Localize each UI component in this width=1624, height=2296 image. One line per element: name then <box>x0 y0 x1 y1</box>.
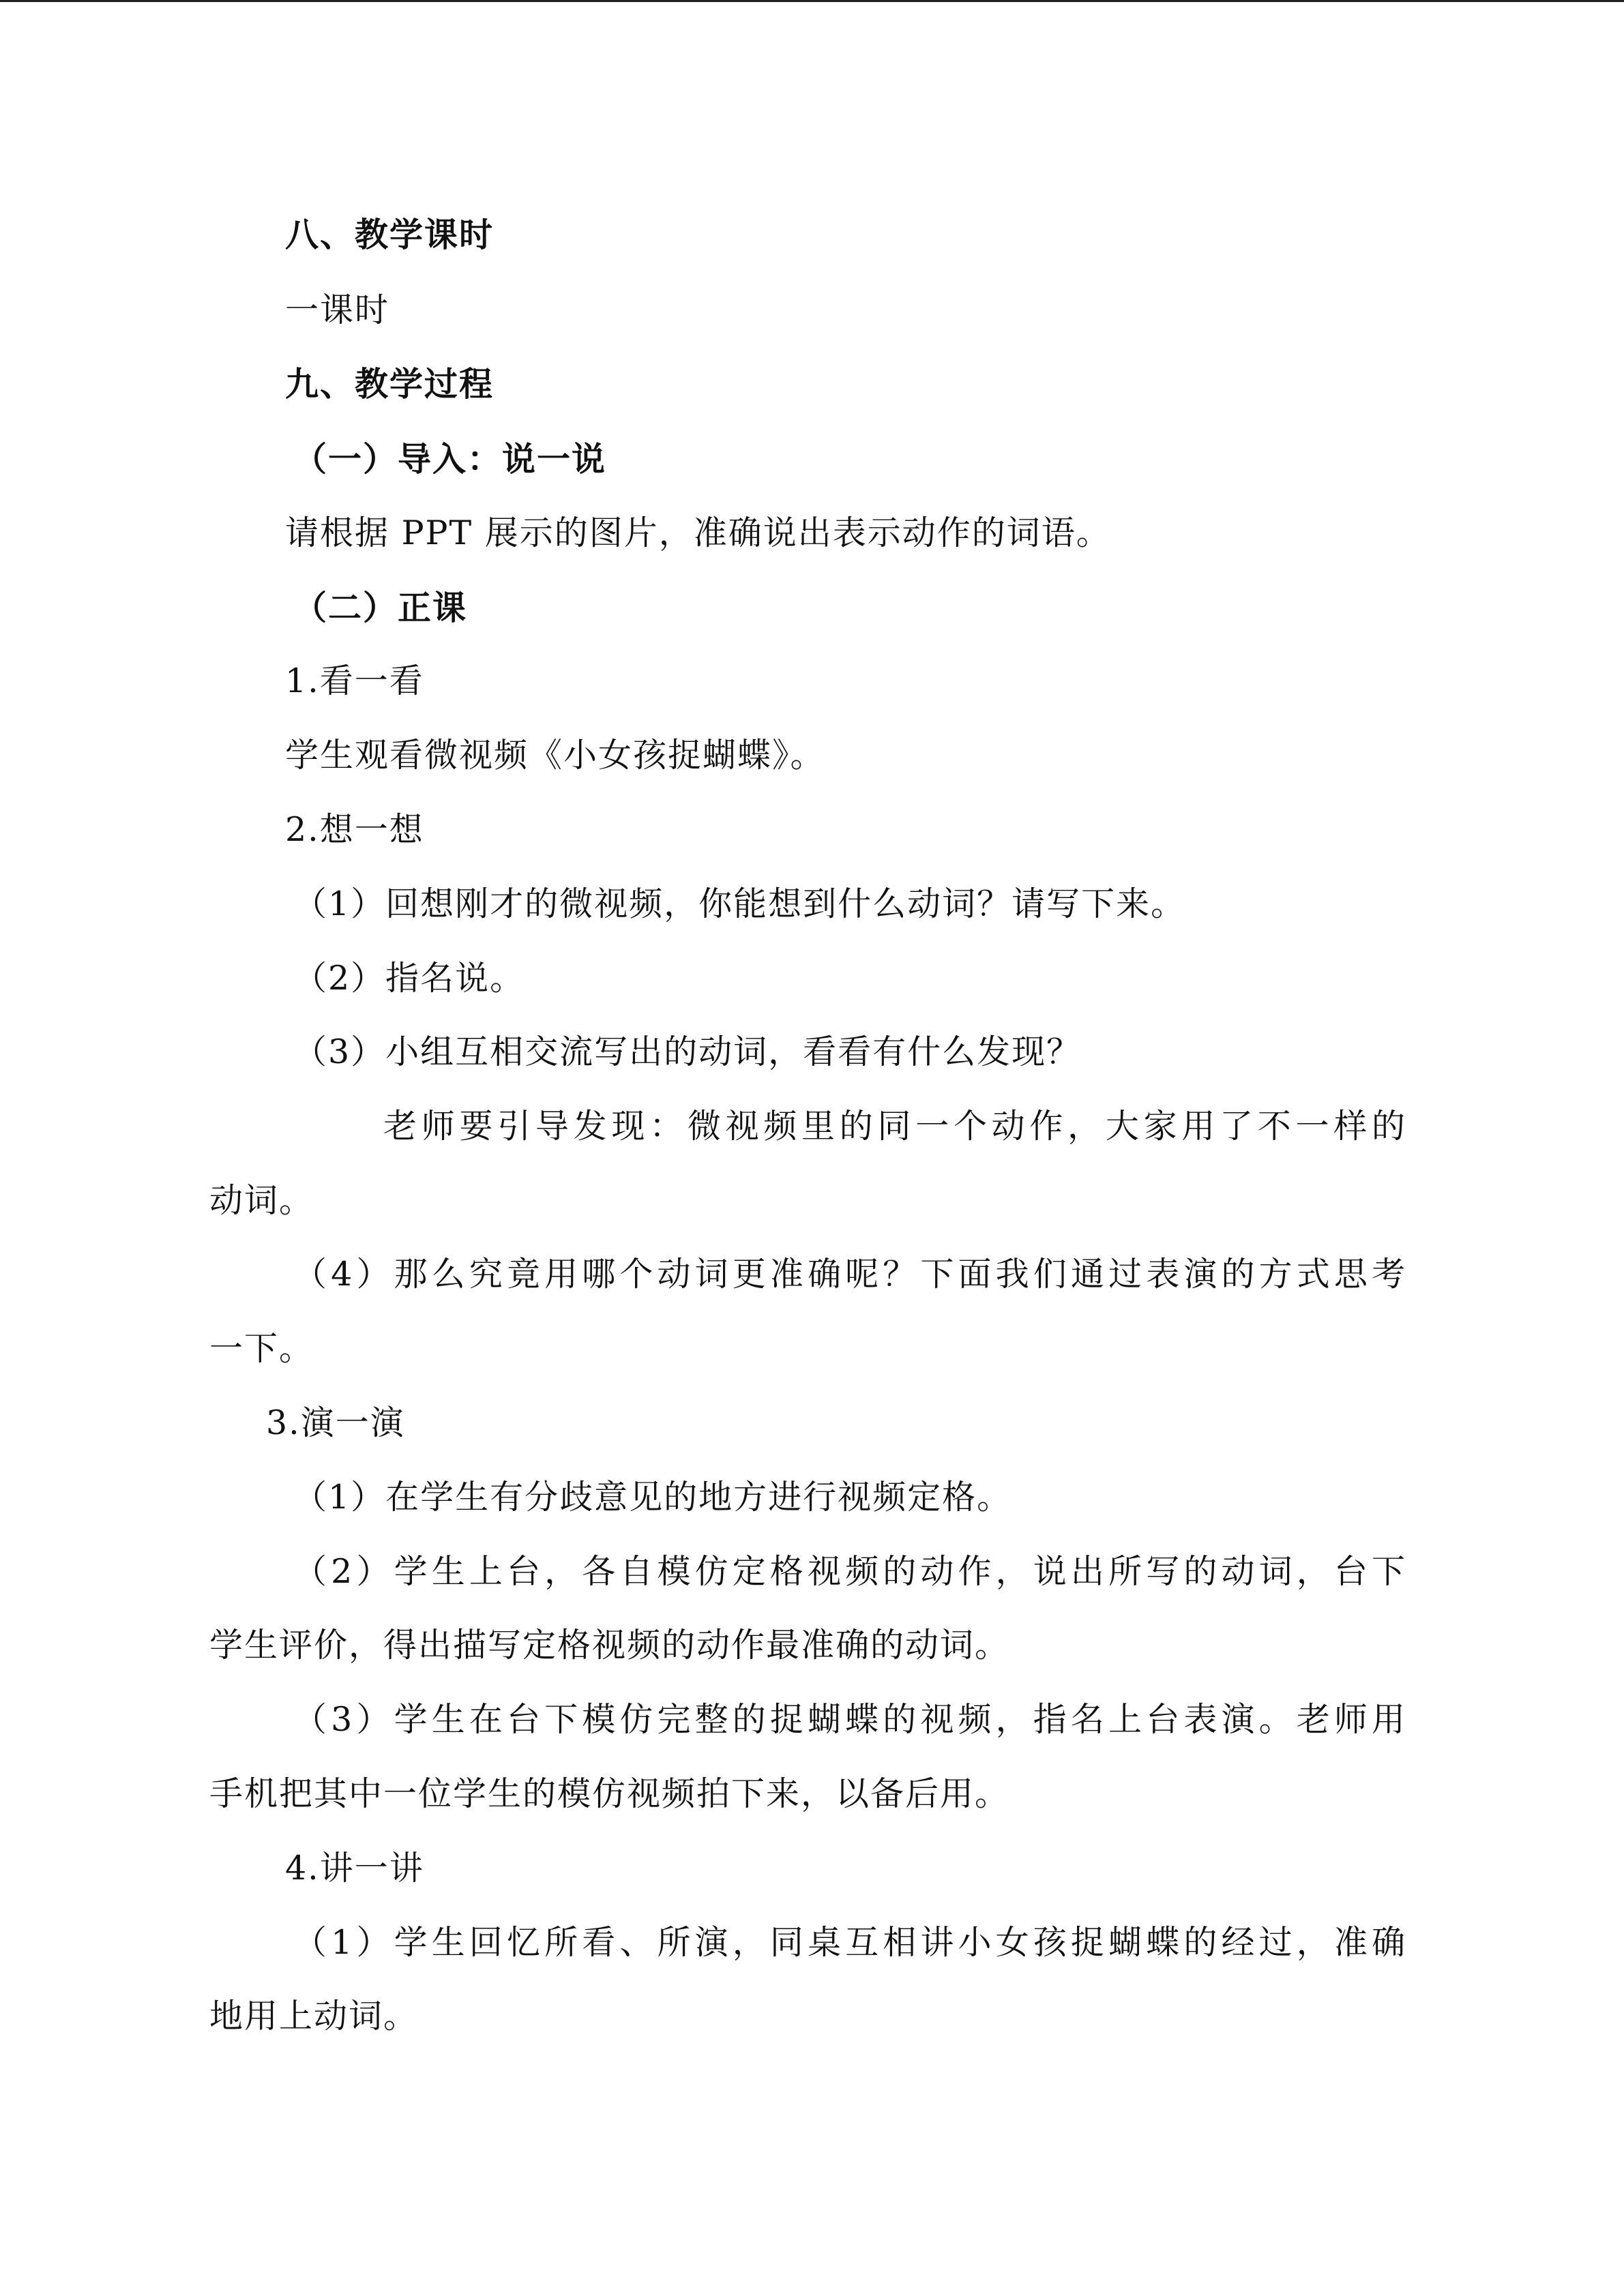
list-item: （1）回想刚才的微视频，你能想到什么动词？请写下来。 <box>293 884 1186 923</box>
list-item: （2）指名说。 <box>293 959 525 998</box>
list-item: （4）那么究竟用哪个动词更准确呢？下面我们通过表演的方式思考 <box>293 1255 1406 1294</box>
subsection-heading-main-lesson: （二）正课 <box>293 588 468 627</box>
paragraph-text: 地用上动词。 <box>209 1997 419 2036</box>
list-item: （2）学生上台，各自模仿定格视频的动作，说出所写的动词，台下 <box>293 1552 1406 1591</box>
step-heading-look: 1.看一看 <box>285 661 424 700</box>
subsection-heading-intro: （一）导入：说一说 <box>293 439 607 479</box>
paragraph-text: 老师要引导发现：微视频里的同一个动作，大家用了不一样的 <box>383 1107 1406 1146</box>
paragraph-text: 一下。 <box>209 1329 314 1368</box>
section-heading-teaching-hours: 八、教学课时 <box>285 215 494 254</box>
list-item: （3）小组互相交流写出的动词，看看有什么发现？ <box>293 1032 1082 1071</box>
step-heading-act: 3.演一演 <box>266 1403 405 1442</box>
list-item: （1）学生回忆所看、所演，同桌互相讲小女孩捉蝴蝶的经过，准确 <box>293 1923 1406 1962</box>
paragraph-text: 请根据 PPT 展示的图片，准确说出表示动作的词语。 <box>285 513 1111 552</box>
step-heading-think: 2.想一想 <box>285 810 424 849</box>
step-heading-tell: 4.讲一讲 <box>285 1849 424 1888</box>
paragraph-text: 一课时 <box>285 290 390 329</box>
paragraph-text: 学生评价，得出描写定格视频的动作最准确的动词。 <box>209 1626 1010 1665</box>
list-item: （3）学生在台下模仿完整的捉蝴蝶的视频，指名上台表演。老师用 <box>293 1700 1406 1739</box>
paragraph-text: 手机把其中一位学生的模仿视频拍下来，以备后用。 <box>209 1774 1010 1813</box>
paragraph-text: 动词。 <box>209 1181 314 1220</box>
list-item: （1）在学生有分歧意见的地方进行视频定格。 <box>293 1478 1012 1517</box>
section-heading-teaching-process: 九、教学过程 <box>285 364 494 404</box>
paragraph-text: 学生观看微视频《小女孩捉蝴蝶》。 <box>285 736 825 775</box>
